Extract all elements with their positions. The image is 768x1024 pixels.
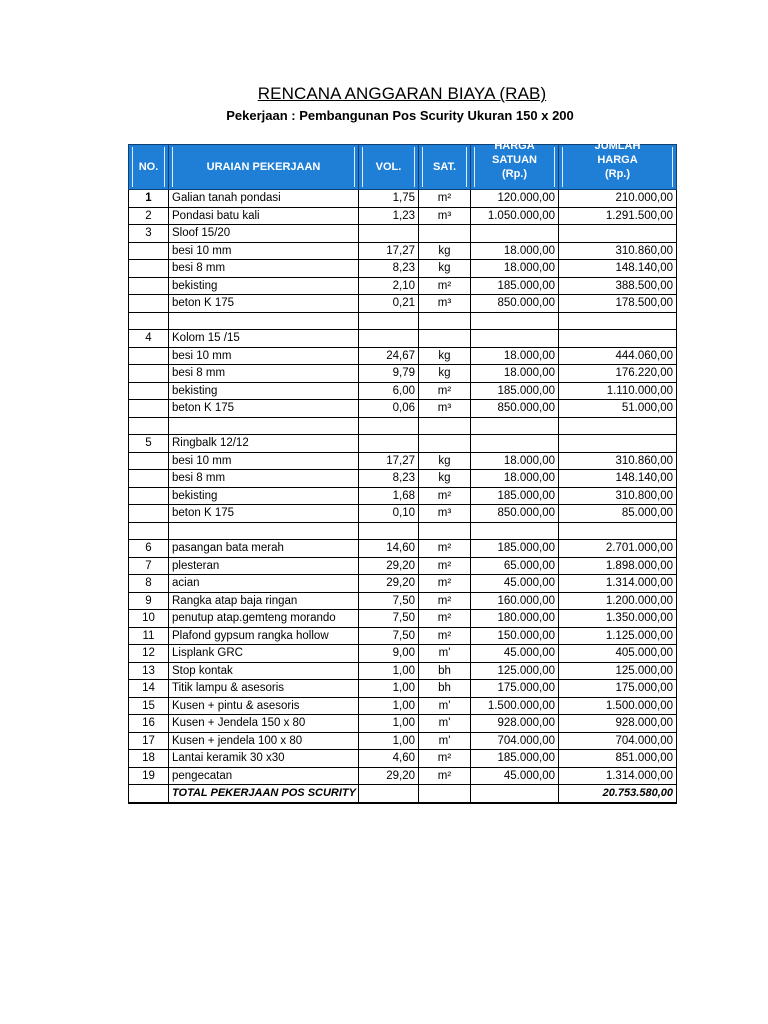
cell-unit-price: 18.000,00: [471, 452, 559, 470]
cell-no: 17: [129, 732, 169, 750]
cell-total-price: 310.860,00: [559, 242, 677, 260]
cell-no: 18: [129, 750, 169, 768]
rab-table: [128, 140, 677, 804]
cell-total-price: 1.314.000,00: [559, 575, 677, 593]
table-row: [129, 505, 677, 523]
total-row: [129, 785, 677, 803]
cell-description: Titik lampu & asesoris: [169, 680, 359, 698]
cell-total-price: 1.500.000,00: [559, 697, 677, 715]
cell-unit: m²: [419, 575, 471, 593]
cell-unit: kg: [419, 452, 471, 470]
cell-unit-price: 120.000,00: [471, 190, 559, 208]
cell-description: plesteran: [169, 557, 359, 575]
cell-description: bekisting: [169, 277, 359, 295]
total-label: TOTAL PEKERJAAN POS SCURITY: [169, 785, 359, 803]
cell-unit: [419, 435, 471, 453]
cell-unit: m³: [419, 295, 471, 313]
table-row: [129, 312, 677, 330]
cell-no: 15: [129, 697, 169, 715]
cell-description: [169, 417, 359, 435]
cell-unit-price: 175.000,00: [471, 680, 559, 698]
table-row: [129, 697, 677, 715]
cell-no: 13: [129, 662, 169, 680]
cell-unit-price: 928.000,00: [471, 715, 559, 733]
cell-total-price: 1.314.000,00: [559, 767, 677, 785]
cell-volume: 29,20: [359, 767, 419, 785]
cell-unit-price: [471, 312, 559, 330]
cell-no: [129, 382, 169, 400]
cell-total-price: 851.000,00: [559, 750, 677, 768]
cell-total-price: 175.000,00: [559, 680, 677, 698]
cell-no: [129, 260, 169, 278]
table-row: [129, 522, 677, 540]
cell-no: 1: [129, 190, 169, 208]
table-row: [129, 260, 677, 278]
cell-unit: m³: [419, 207, 471, 225]
cell-total-price: 178.500,00: [559, 295, 677, 313]
cell-description: [169, 522, 359, 540]
cell-description: Kusen + Jendela 150 x 80: [169, 715, 359, 733]
cell-description: Rangka atap baja ringan: [169, 592, 359, 610]
table-row: [129, 470, 677, 488]
cell-volume: 29,20: [359, 575, 419, 593]
table-body: [129, 190, 677, 803]
cell-volume: [359, 785, 419, 803]
cell-volume: 0,06: [359, 400, 419, 418]
cell-volume: 2,10: [359, 277, 419, 295]
table-row: [129, 295, 677, 313]
cell-total-price: 1.291.500,00: [559, 207, 677, 225]
cell-no: [129, 487, 169, 505]
cell-no: [129, 400, 169, 418]
cell-total-price: 310.800,00: [559, 487, 677, 505]
cell-unit: m²: [419, 277, 471, 295]
cell-no: 16: [129, 715, 169, 733]
table-row: [129, 750, 677, 768]
cell-volume: 9,79: [359, 365, 419, 383]
cell-unit: m²: [419, 190, 471, 208]
col-header-unit-price: HARGA SATUAN (Rp.): [471, 145, 559, 190]
cell-description: Kusen + pintu & asesoris: [169, 697, 359, 715]
cell-description: Pondasi batu kali: [169, 207, 359, 225]
cell-description: Sloof 15/20: [169, 225, 359, 243]
cell-description: pasangan bata merah: [169, 540, 359, 558]
table-row: [129, 452, 677, 470]
cell-total-price: 1.125.000,00: [559, 627, 677, 645]
cell-unit: [419, 417, 471, 435]
cell-unit-price: 45.000,00: [471, 575, 559, 593]
table-row: [129, 207, 677, 225]
cell-no: 3: [129, 225, 169, 243]
cell-total-price: 388.500,00: [559, 277, 677, 295]
cell-total-price: [559, 417, 677, 435]
cell-total-price: 2.701.000,00: [559, 540, 677, 558]
cell-no: 11: [129, 627, 169, 645]
cell-description: Galian tanah pondasi: [169, 190, 359, 208]
col-header-total-price: JUMLAH HARGA (Rp.): [559, 145, 677, 190]
cell-unit-price: [471, 417, 559, 435]
cell-description: Ringbalk 12/12: [169, 435, 359, 453]
cell-volume: [359, 417, 419, 435]
table-row: [129, 347, 677, 365]
cell-volume: 1,23: [359, 207, 419, 225]
cell-description: bekisting: [169, 487, 359, 505]
table-row: [129, 645, 677, 663]
table-row: [129, 592, 677, 610]
table-row: [129, 400, 677, 418]
cell-description: bekisting: [169, 382, 359, 400]
cell-volume: 7,50: [359, 592, 419, 610]
cell-volume: 1,00: [359, 697, 419, 715]
table-row: [129, 365, 677, 383]
cell-no: [129, 470, 169, 488]
cell-volume: 17,27: [359, 242, 419, 260]
cell-unit-price: 18.000,00: [471, 470, 559, 488]
cell-description: beton K 175: [169, 295, 359, 313]
cell-unit: kg: [419, 470, 471, 488]
total-value: 20.753.580,00: [559, 785, 677, 803]
cell-volume: 9,00: [359, 645, 419, 663]
cell-volume: 1,00: [359, 662, 419, 680]
cell-unit: m': [419, 697, 471, 715]
cell-unit: [419, 330, 471, 348]
cell-unit: bh: [419, 680, 471, 698]
table-row: [129, 575, 677, 593]
document-title: RENCANA ANGGARAN BIAYA (RAB): [257, 84, 547, 103]
cell-unit-price: [471, 330, 559, 348]
cell-no: 9: [129, 592, 169, 610]
table-row: [129, 662, 677, 680]
cell-volume: 1,00: [359, 732, 419, 750]
table-row: [129, 540, 677, 558]
cell-description: Kusen + jendela 100 x 80: [169, 732, 359, 750]
cell-description: pengecatan: [169, 767, 359, 785]
cell-unit-price: 18.000,00: [471, 242, 559, 260]
cell-no: 5: [129, 435, 169, 453]
cell-no: 4: [129, 330, 169, 348]
cell-unit-price: 185.000,00: [471, 382, 559, 400]
cell-unit-price: [471, 225, 559, 243]
table-row: [129, 435, 677, 453]
cell-total-price: 51.000,00: [559, 400, 677, 418]
cell-volume: [359, 225, 419, 243]
cell-unit: m²: [419, 750, 471, 768]
cell-description: besi 8 mm: [169, 470, 359, 488]
table-row: [129, 190, 677, 208]
cell-volume: 0,10: [359, 505, 419, 523]
cell-unit: m': [419, 645, 471, 663]
cell-unit: kg: [419, 242, 471, 260]
cell-no: [129, 277, 169, 295]
cell-no: 19: [129, 767, 169, 785]
cell-total-price: 210.000,00: [559, 190, 677, 208]
cell-description: Plafond gypsum rangka hollow: [169, 627, 359, 645]
table-row: [129, 382, 677, 400]
cell-volume: [359, 435, 419, 453]
cell-volume: 1,00: [359, 680, 419, 698]
cell-unit: m³: [419, 400, 471, 418]
table-row: [129, 767, 677, 785]
cell-total-price: 1.200.000,00: [559, 592, 677, 610]
cell-unit: [419, 225, 471, 243]
cell-unit: kg: [419, 365, 471, 383]
cell-unit-price: 65.000,00: [471, 557, 559, 575]
cell-unit: kg: [419, 347, 471, 365]
cell-volume: 4,60: [359, 750, 419, 768]
cell-unit-price: 160.000,00: [471, 592, 559, 610]
cell-description: beton K 175: [169, 505, 359, 523]
cell-total-price: 1.898.000,00: [559, 557, 677, 575]
cell-no: 2: [129, 207, 169, 225]
cell-volume: 8,23: [359, 470, 419, 488]
table-row: [129, 225, 677, 243]
cell-description: beton K 175: [169, 400, 359, 418]
table-row: [129, 627, 677, 645]
cell-no: 10: [129, 610, 169, 628]
table-row: [129, 487, 677, 505]
table-row: [129, 680, 677, 698]
table-header-row: [129, 145, 677, 190]
table-row: [129, 715, 677, 733]
cell-no: [129, 347, 169, 365]
cell-volume: 14,60: [359, 540, 419, 558]
cell-unit: m²: [419, 382, 471, 400]
cell-no: [129, 505, 169, 523]
cell-volume: [359, 330, 419, 348]
cell-total-price: 704.000,00: [559, 732, 677, 750]
cell-total-price: 125.000,00: [559, 662, 677, 680]
cell-unit-price: 850.000,00: [471, 295, 559, 313]
cell-total-price: [559, 225, 677, 243]
cell-volume: 1,75: [359, 190, 419, 208]
cell-description: Lantai keramik 30 x30: [169, 750, 359, 768]
cell-unit: m²: [419, 487, 471, 505]
cell-volume: 1,00: [359, 715, 419, 733]
cell-total-price: [559, 312, 677, 330]
cell-unit-price: 185.000,00: [471, 750, 559, 768]
cell-unit: m²: [419, 540, 471, 558]
cell-total-price: 148.140,00: [559, 260, 677, 278]
document-subtitle: Pekerjaan : Pembangunan Pos Scurity Ukuran 150 x 200: [226, 108, 574, 123]
table-row: [129, 732, 677, 750]
cell-unit-price: 18.000,00: [471, 347, 559, 365]
col-header-description: URAIAN PEKERJAAN: [169, 145, 359, 190]
cell-volume: [359, 312, 419, 330]
cell-unit-price: 45.000,00: [471, 645, 559, 663]
table-row: [129, 417, 677, 435]
cell-unit-price: 185.000,00: [471, 540, 559, 558]
cell-total-price: 1.350.000,00: [559, 610, 677, 628]
cell-total-price: 444.060,00: [559, 347, 677, 365]
cell-total-price: 176.220,00: [559, 365, 677, 383]
cell-unit-price: 850.000,00: [471, 505, 559, 523]
cell-unit: kg: [419, 260, 471, 278]
cell-no: 6: [129, 540, 169, 558]
cell-no: 12: [129, 645, 169, 663]
cell-unit-price: 18.000,00: [471, 365, 559, 383]
table-row: [129, 242, 677, 260]
cell-unit: m³: [419, 505, 471, 523]
cell-volume: 1,68: [359, 487, 419, 505]
cell-no: [129, 417, 169, 435]
cell-total-price: 1.110.000,00: [559, 382, 677, 400]
cell-description: penutup atap.gemteng morando: [169, 610, 359, 628]
cell-unit-price: 18.000,00: [471, 260, 559, 278]
cell-no: 8: [129, 575, 169, 593]
cell-description: besi 10 mm: [169, 242, 359, 260]
cell-total-price: 85.000,00: [559, 505, 677, 523]
col-header-unit: SAT.: [419, 145, 471, 190]
cell-volume: 7,50: [359, 627, 419, 645]
cell-unit: [419, 522, 471, 540]
cell-description: acian: [169, 575, 359, 593]
cell-unit: m': [419, 715, 471, 733]
cell-description: Lisplank GRC: [169, 645, 359, 663]
cell-total-price: 928.000,00: [559, 715, 677, 733]
cell-unit-price: [471, 785, 559, 803]
cell-no: 7: [129, 557, 169, 575]
cell-unit: m²: [419, 610, 471, 628]
cell-no: [129, 312, 169, 330]
cell-volume: 29,20: [359, 557, 419, 575]
cell-description: besi 8 mm: [169, 260, 359, 278]
cell-unit: [419, 785, 471, 803]
cell-unit-price: 180.000,00: [471, 610, 559, 628]
cell-no: [129, 452, 169, 470]
cell-total-price: 148.140,00: [559, 470, 677, 488]
cell-total-price: [559, 522, 677, 540]
cell-description: [169, 312, 359, 330]
cell-unit-price: 185.000,00: [471, 277, 559, 295]
cell-unit-price: 125.000,00: [471, 662, 559, 680]
cell-unit: bh: [419, 662, 471, 680]
cell-volume: 0,21: [359, 295, 419, 313]
cell-unit-price: [471, 522, 559, 540]
cell-unit: m': [419, 732, 471, 750]
table-row: [129, 610, 677, 628]
cell-unit-price: 150.000,00: [471, 627, 559, 645]
cell-volume: [359, 522, 419, 540]
cell-description: besi 8 mm: [169, 365, 359, 383]
cell-no: [129, 785, 169, 803]
cell-total-price: [559, 330, 677, 348]
cell-unit: m²: [419, 767, 471, 785]
cell-description: besi 10 mm: [169, 347, 359, 365]
cell-unit-price: [471, 435, 559, 453]
cell-unit-price: 185.000,00: [471, 487, 559, 505]
cell-no: [129, 295, 169, 313]
cell-unit-price: 1.050.000,00: [471, 207, 559, 225]
cell-description: Stop kontak: [169, 662, 359, 680]
cell-total-price: 405.000,00: [559, 645, 677, 663]
cell-no: [129, 365, 169, 383]
table-row: [129, 330, 677, 348]
cell-volume: 7,50: [359, 610, 419, 628]
cell-unit-price: 1.500.000,00: [471, 697, 559, 715]
col-header-no: NO.: [129, 145, 169, 190]
cell-volume: 8,23: [359, 260, 419, 278]
cell-description: besi 10 mm: [169, 452, 359, 470]
cell-unit: m²: [419, 557, 471, 575]
table-row: [129, 277, 677, 295]
cell-unit: [419, 312, 471, 330]
cell-unit-price: 704.000,00: [471, 732, 559, 750]
cell-volume: 24,67: [359, 347, 419, 365]
cell-unit-price: 850.000,00: [471, 400, 559, 418]
cell-no: 14: [129, 680, 169, 698]
cell-volume: 17,27: [359, 452, 419, 470]
table-row: [129, 557, 677, 575]
cell-total-price: 310.860,00: [559, 452, 677, 470]
cell-description: Kolom 15 /15: [169, 330, 359, 348]
cell-total-price: [559, 435, 677, 453]
cell-unit: m²: [419, 627, 471, 645]
cell-no: [129, 522, 169, 540]
cell-no: [129, 242, 169, 260]
cell-volume: 6,00: [359, 382, 419, 400]
cell-unit: m²: [419, 592, 471, 610]
cell-unit-price: 45.000,00: [471, 767, 559, 785]
col-header-volume: VOL.: [359, 145, 419, 190]
